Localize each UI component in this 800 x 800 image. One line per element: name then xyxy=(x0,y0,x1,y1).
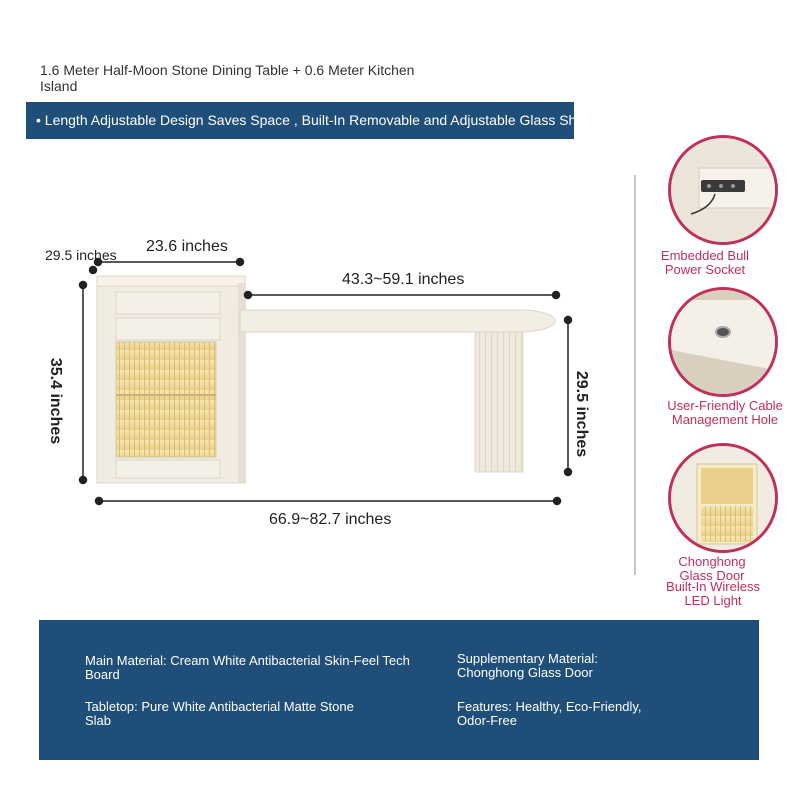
table-length-dimension: 43.3~59.1 inches xyxy=(342,271,465,288)
cabinet-width-dimension: 23.6 inches xyxy=(146,238,228,255)
glass-door-icon xyxy=(671,446,775,550)
table-height-dimension: 29.5 inches xyxy=(573,370,591,458)
cabinet-height-dimension: 35.4 inches xyxy=(47,357,65,445)
power-socket-caption: Embedded Bull Power Socket xyxy=(660,248,750,277)
glass-door-caption: Chonghong Glass Door xyxy=(678,554,746,583)
total-length-dimension: 66.9~82.7 inches xyxy=(269,511,392,528)
depth-dimension: 29.5 inches xyxy=(45,247,117,263)
power-socket-icon xyxy=(671,138,775,242)
banner-text: • Length Adjustable Design Saves Space , Built-In Removable and Adjustable Glass Shelves xyxy=(36,112,610,128)
glass-door-detail xyxy=(668,443,778,553)
led-light-caption: Built-In Wireless LED Light xyxy=(666,579,760,608)
main-material: Main Material: Cream White Antibacterial Skin-Feel Tech Board xyxy=(85,653,410,682)
page-title: 1.6 Meter Half-Moon Stone Dining Table + 0.6 Meter Kitchen Island xyxy=(40,62,415,94)
vertical-divider xyxy=(634,175,636,575)
supplementary-material: Supplementary Material: Chonghong Glass Door xyxy=(457,651,598,680)
power-socket-detail xyxy=(668,135,778,245)
cable-hole-icon xyxy=(671,290,775,394)
cable-hole-caption: User-Friendly Cable Management Hole xyxy=(667,398,783,427)
product-features: Features: Healthy, Eco-Friendly, Odor-Free xyxy=(457,699,642,728)
kitchen-island-cabinet xyxy=(97,276,246,483)
half-moon-dining-table xyxy=(240,310,555,472)
materials-panel xyxy=(39,620,759,760)
cable-hole-detail xyxy=(668,287,778,397)
tabletop-material: Tabletop: Pure White Antibacterial Matte Stone Slab xyxy=(85,699,354,728)
